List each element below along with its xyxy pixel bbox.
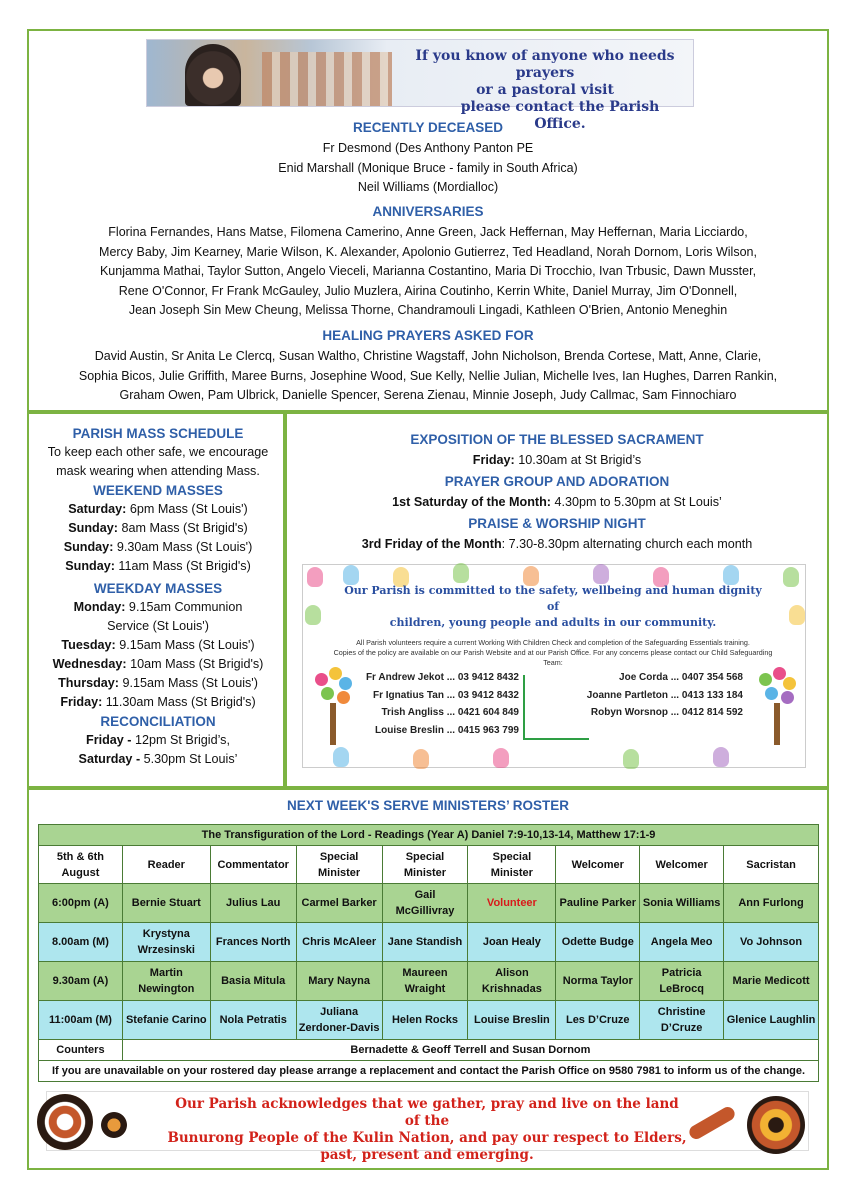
banner-line: please contact the Parish Office. <box>460 99 660 132</box>
reconciliation-time <box>31 750 285 769</box>
table-cell: Jane Standish <box>382 923 468 962</box>
table-cell: Carmel Barker <box>296 884 382 923</box>
table-row <box>39 884 819 923</box>
contact: Joanne Partleton ... 0413 133 184 <box>586 689 743 701</box>
tree-icon <box>755 665 799 745</box>
safeguarding-poster <box>302 564 806 768</box>
handprint-icon <box>789 605 805 625</box>
anniversary-line: Kunjamma Mathai, Taylor Sutton, Angelo Vieceli, Marianna Costantino, Maria Di Trocchio, Ivan Trbusic, Dawn Musster, <box>99 264 757 278</box>
mass-intro-line: To keep each other safe, we encourage <box>47 445 269 459</box>
contact: Louise Breslin ... 0415 963 799 <box>375 724 519 736</box>
event-time: 4.30pm to 5.30pm at St Louis’ <box>551 495 722 509</box>
table-cell: Sonia Williams <box>640 884 724 923</box>
mass-day: Sunday: <box>65 559 115 573</box>
mass-time: 5.30pm St Louis’ <box>140 752 238 766</box>
banner-line: or a pastoral visit <box>476 82 614 98</box>
healing-line: David Austin, Sr Anita Le Clercq, Susan Waltho, Christine Wagstaff, John Nicholson, Brenda Cortese, Matt, Anne, Clarie, <box>94 349 762 363</box>
table-cell: Pauline Parker <box>556 884 640 923</box>
aboriginal-art-icon <box>37 1094 93 1150</box>
handprint-icon <box>413 749 429 769</box>
table-header-row <box>39 846 819 884</box>
weekend-masses-heading: WEEKEND MASSES <box>93 483 223 498</box>
weekday-mass <box>31 655 285 674</box>
table-cell: Norma Taylor <box>556 962 640 1001</box>
contact: Fr Andrew Jekot ... 03 9412 8432 <box>365 672 519 683</box>
handprint-icon <box>333 747 349 767</box>
table-cell: Nola Petratis <box>210 1001 296 1040</box>
table-cell: Frances North <box>210 923 296 962</box>
mass-time: 9.15am Mass (St Louis') <box>119 676 258 690</box>
prayers-section <box>27 29 829 412</box>
table-cell: Basia Mitula <box>210 962 296 1001</box>
safeguarding-contacts-right <box>565 669 743 722</box>
table-cell: Les D’Cruze <box>556 1001 640 1040</box>
table-cell: 6:00pm (A) <box>39 884 123 923</box>
anniversaries-heading: ANNIVERSARIES <box>372 204 484 219</box>
weekend-mass <box>31 519 285 538</box>
healing-line: Graham Owen, Pam Ulbrick, Danielle Spencer, Serena Zienau, Minnie Joseph, Judy Callmac, Sam Finnochiaro <box>119 388 737 402</box>
table-cell: Alison Krishnadas <box>468 962 556 1001</box>
mass-time: 6pm Mass (St Louis') <box>126 502 248 516</box>
reconciliation-heading: RECONCILIATION <box>100 714 216 729</box>
note-row <box>39 1061 819 1082</box>
roster-heading: NEXT WEEK'S SERVE MINISTERS’ ROSTER <box>286 798 569 813</box>
table-cell: Vo Johnson <box>724 923 819 962</box>
acknowledgement-line: Our Parish acknowledges that we gather, pray and live on the land of the <box>175 1096 679 1129</box>
deceased-heading: RECENTLY DECEASED <box>352 120 504 135</box>
deceased-name: Enid Marshall (Monique Bruce - family in South Africa) <box>278 160 578 175</box>
acknowledgement-banner <box>46 1091 809 1163</box>
divider <box>523 738 589 740</box>
weekend-mass <box>31 557 285 576</box>
event-day: Friday: <box>472 453 515 467</box>
safeguarding-note-line: All Parish volunteers require a current Working With Children Check and completion of the Safeguarding Essentials training. <box>356 638 750 647</box>
prayer-group-heading: PRAYER GROUP AND ADORATION <box>444 474 670 489</box>
table-cell: Chris McAleer <box>296 923 382 962</box>
handprint-icon <box>307 567 323 587</box>
banner-line: If you know of anyone who needs prayers <box>415 48 675 81</box>
weekday-mass <box>31 636 285 655</box>
mass-day: Wednesday: <box>52 657 127 671</box>
mass-schedule-section <box>27 412 285 788</box>
healing-prayers <box>29 325 827 406</box>
aboriginal-art-icon <box>99 1110 129 1140</box>
safeguarding-title-line: children, young people and adults in our community. <box>389 616 717 629</box>
table-cell: Gail McGillivray <box>382 884 468 923</box>
handprint-icon <box>343 565 359 585</box>
volunteer-cell: Volunteer <box>468 884 556 923</box>
counters-row <box>39 1040 819 1061</box>
handprint-icon <box>453 563 469 583</box>
handprint-icon <box>713 747 729 767</box>
table-cell: 9.30am (A) <box>39 962 123 1001</box>
mass-day: Sunday: <box>68 521 118 535</box>
column-header: Special Minister <box>468 846 556 884</box>
readings-cell: The Transfiguration of the Lord - Readings (Year A) Daniel 7:9-10,13-14, Matthew 17:1-9 <box>39 825 819 846</box>
table-cell: Patricia LeBrocq <box>640 962 724 1001</box>
mass-day: Sunday: <box>63 540 114 554</box>
acknowledgement-line: past, present and emerging. <box>320 1147 534 1163</box>
mass-day: Saturday: <box>68 502 127 516</box>
healing-line: Sophia Bicos, Julie Griffith, Maree Burns, Josephine Wood, Sue Kelly, Nellie Julian, Michelle Ives, Ian Hughes, Darren Rankin, <box>78 368 778 383</box>
weekend-mass <box>31 538 285 557</box>
weekday-mass <box>31 598 285 617</box>
counters-label: Counters <box>39 1040 123 1061</box>
table-row <box>39 962 819 1001</box>
handprint-icon <box>623 749 639 769</box>
table-cell: Bernie Stuart <box>122 884 210 923</box>
handprint-icon <box>593 564 609 584</box>
mass-time: 9.30am Mass (St Louis') <box>113 540 253 554</box>
roster-table <box>38 824 819 1082</box>
praise-worship-time <box>287 534 827 555</box>
safeguarding-note <box>333 638 773 668</box>
contact: Joe Corda ... 0407 354 568 <box>619 672 743 683</box>
column-header: 5th & 6th August <box>39 846 123 884</box>
boomerang-icon <box>687 1104 737 1141</box>
reconciliation-time <box>31 731 285 750</box>
table-cell: Krystyna Wrzesinski <box>122 923 210 962</box>
prayer-group-time <box>287 492 827 513</box>
safeguarding-title-line: Our Parish is committed to the safety, wellbeing and human dignity of <box>344 584 762 613</box>
table-cell: Martin Newington <box>122 962 210 1001</box>
safeguarding-contacts-left <box>361 669 519 739</box>
event-time: 10.30am at St Brigid’s <box>514 453 642 467</box>
mass-day: Friday - <box>86 733 132 747</box>
anniversary-line: Jean Joseph Sin Mew Cheung, Melissa Thorne, Chandramouli Lingadi, Kathleen O'Brien, Antonio Meneghin <box>128 303 728 317</box>
column-header: Sacristan <box>724 846 819 884</box>
mass-time: 12pm St Brigid’s, <box>131 733 230 747</box>
table-cell: Mary Nayna <box>296 962 382 1001</box>
roster-note: If you are unavailable on your rostered day please arrange a replacement and contact the Parish Office on 9580 7981 to inform us of the change. <box>39 1061 819 1082</box>
weekday-mass <box>31 693 285 712</box>
church-image <box>262 52 392 106</box>
mass-time: 11am Mass (St Brigid's) <box>114 559 251 573</box>
table-cell: Ann Furlong <box>724 884 819 923</box>
column-header: Special Minister <box>382 846 468 884</box>
mass-day: Monday: <box>73 600 126 614</box>
table-cell: Helen Rocks <box>382 1001 468 1040</box>
events-section <box>285 412 829 788</box>
handprint-icon <box>783 567 799 587</box>
mass-day: Friday: <box>60 695 103 709</box>
mass-time: 9.15am Communion <box>125 600 243 614</box>
column-header: Welcomer <box>556 846 640 884</box>
acknowledgement-line: Bunurong People of the Kulin Nation, and pay our respect to Elders, <box>167 1130 687 1146</box>
acknowledgement-text <box>167 1096 687 1164</box>
table-cell: Juliana Zerdoner-Davis <box>296 1001 382 1040</box>
safeguarding-title <box>343 583 763 631</box>
table-cell: Marie Medicott <box>724 962 819 1001</box>
mass-time: Service (St Louis') <box>107 619 209 633</box>
mass-time: 11.30am Mass (St Brigid's) <box>102 695 256 709</box>
event-day: 1st Saturday of the Month: <box>392 495 551 509</box>
exposition-time <box>287 450 827 471</box>
deceased-name: Fr Desmond (Des Anthony Panton PE <box>322 141 534 155</box>
handprint-icon <box>305 605 321 625</box>
column-header: Welcomer <box>640 846 724 884</box>
handprint-icon <box>493 748 509 768</box>
exposition-heading: EXPOSITION OF THE BLESSED SACRAMENT <box>410 432 704 447</box>
table-row <box>39 1001 819 1040</box>
event-time: : 7.30-8.30pm alternating church each month <box>501 537 753 551</box>
anniversary-line: Florina Fernandes, Hans Matse, Filomena Camerino, Anne Green, Jack Heffernan, May Heffernan, Maria Licciardo, <box>108 225 748 239</box>
anniversaries <box>29 201 827 321</box>
mass-day: Thursday: <box>58 676 119 690</box>
table-cell: Christine D’Cruze <box>640 1001 724 1040</box>
recently-deceased <box>29 117 827 198</box>
mass-schedule-heading: PARISH MASS SCHEDULE <box>72 426 244 441</box>
table-cell: Angela Meo <box>640 923 724 962</box>
mass-time: 8am Mass (St Brigid's) <box>117 521 248 535</box>
praise-worship-heading: PRAISE & WORSHIP NIGHT <box>468 516 646 531</box>
contact: Trish Angliss ... 0421 604 849 <box>381 707 519 718</box>
table-cell: Odette Budge <box>556 923 640 962</box>
anniversary-line: Mercy Baby, Jim Kearney, Marie Wilson, K. Alexander, Apolonio Gutierrez, Ted Headland, Norah Dornom, Loris Wilson, <box>99 244 757 259</box>
mass-time: 10am Mass (St Brigid's) <box>126 657 264 671</box>
mass-day: Tuesday: <box>61 638 116 652</box>
table-cell: Julius Lau <box>210 884 296 923</box>
table-cell: Glenice Laughlin <box>724 1001 819 1040</box>
mass-day: Saturday - <box>78 752 141 766</box>
weekday-mass <box>31 674 285 693</box>
table-cell: Joan Healy <box>468 923 556 962</box>
contact: Robyn Worsnop ... 0412 814 592 <box>590 707 743 718</box>
saint-portrait-image <box>185 44 241 106</box>
weekday-mass <box>31 617 285 636</box>
column-header: Reader <box>122 846 210 884</box>
handprint-icon <box>723 565 739 585</box>
table-cell: Stefanie Carino <box>122 1001 210 1040</box>
event-day: 3rd Friday of the Month <box>361 537 502 551</box>
table-cell: Maureen Wraight <box>382 962 468 1001</box>
table-cell: 11:00am (M) <box>39 1001 123 1040</box>
safeguarding-note-line: Copies of the policy are available on our Parish Website and at our Parish Office. For any concerns please contact our Child Safeguarding Team: <box>333 648 773 667</box>
column-header: Commentator <box>210 846 296 884</box>
divider <box>523 675 525 739</box>
table-cell: Louise Breslin <box>468 1001 556 1040</box>
table-row <box>39 923 819 962</box>
weekend-mass <box>31 500 285 519</box>
healing-heading: HEALING PRAYERS ASKED FOR <box>322 328 534 343</box>
counters-cell: Bernadette & Geoff Terrell and Susan Dornom <box>122 1040 818 1061</box>
anniversary-line: Rene O'Connor, Fr Frank McGauley, Julio Muzlera, Airina Coutinho, Kerrin White, Daniel Murray, Jim O'Donnell, <box>118 283 738 298</box>
mass-intro-line: mask wearing when attending Mass. <box>56 464 260 478</box>
aboriginal-art-icon <box>747 1096 805 1154</box>
weekday-masses-heading: WEEKDAY MASSES <box>93 581 223 596</box>
deceased-name: Neil Williams (Mordialloc) <box>357 180 499 194</box>
contact: Fr Ignatius Tan ... 03 9412 8432 <box>373 689 519 701</box>
column-header: Special Minister <box>296 846 382 884</box>
mass-time: 9.15am Mass (St Louis') <box>115 638 255 652</box>
tree-icon <box>311 665 355 745</box>
table-cell: 8.00am (M) <box>39 923 123 962</box>
